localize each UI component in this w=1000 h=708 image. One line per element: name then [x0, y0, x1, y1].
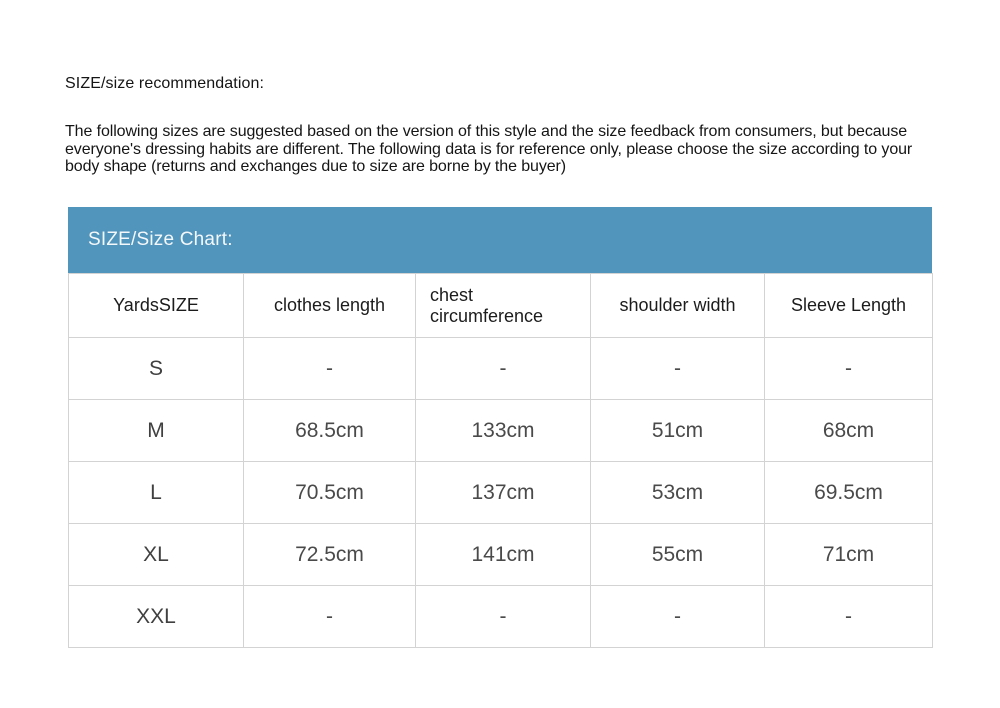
chest-circumference-value: - — [416, 338, 591, 400]
sleeve-length-value: - — [765, 586, 933, 648]
size-label: S — [69, 338, 244, 400]
column-header-shoulder-width: shoulder width — [591, 274, 765, 338]
clothes-length-value: - — [244, 338, 416, 400]
clothes-length-value: 70.5cm — [244, 462, 416, 524]
column-header-sleeve-length: Sleeve Length — [765, 274, 933, 338]
chest-circumference-value: - — [416, 586, 591, 648]
size-label: M — [69, 400, 244, 462]
size-recommendation-text: The following sizes are suggested based on the version of this style and the size feedback from consumers, but because everyone's dressing habits are different. The following data is for reference only, please choose the size according to your body shape (returns and exchanges due to size are borne by the buyer) — [65, 123, 913, 175]
table-row-m — [69, 400, 933, 462]
chest-circumference-value: 133cm — [416, 400, 591, 462]
chest-circumference-value: 137cm — [416, 462, 591, 524]
table-row-l — [69, 462, 933, 524]
sleeve-length-value: 68cm — [765, 400, 933, 462]
chest-circumference-value: 141cm — [416, 524, 591, 586]
clothes-length-value: 72.5cm — [244, 524, 416, 586]
column-header-yards-size: YardsSIZE — [69, 274, 244, 338]
shoulder-width-value: - — [591, 586, 765, 648]
size-chart-table — [68, 273, 933, 648]
shoulder-width-value: 55cm — [591, 524, 765, 586]
size-chart-title: SIZE/Size Chart: — [88, 229, 233, 250]
table-row-xxl — [69, 586, 933, 648]
size-chart-title-bar — [68, 207, 932, 273]
shoulder-width-value: - — [591, 338, 765, 400]
shoulder-width-value: 53cm — [591, 462, 765, 524]
table-row-s — [69, 338, 933, 400]
table-row-xl — [69, 524, 933, 586]
size-label: XXL — [69, 586, 244, 648]
table-header-row — [69, 274, 933, 338]
clothes-length-value: - — [244, 586, 416, 648]
column-header-chest-circumference: chest circumference — [416, 274, 591, 338]
sleeve-length-value: 69.5cm — [765, 462, 933, 524]
column-header-clothes-length: clothes length — [244, 274, 416, 338]
sleeve-length-value: - — [765, 338, 933, 400]
sleeve-length-value: 71cm — [765, 524, 933, 586]
size-recommendation-heading: SIZE/size recommendation: — [65, 75, 265, 92]
clothes-length-value: 68.5cm — [244, 400, 416, 462]
shoulder-width-value: 51cm — [591, 400, 765, 462]
size-label: L — [69, 462, 244, 524]
size-label: XL — [69, 524, 244, 586]
